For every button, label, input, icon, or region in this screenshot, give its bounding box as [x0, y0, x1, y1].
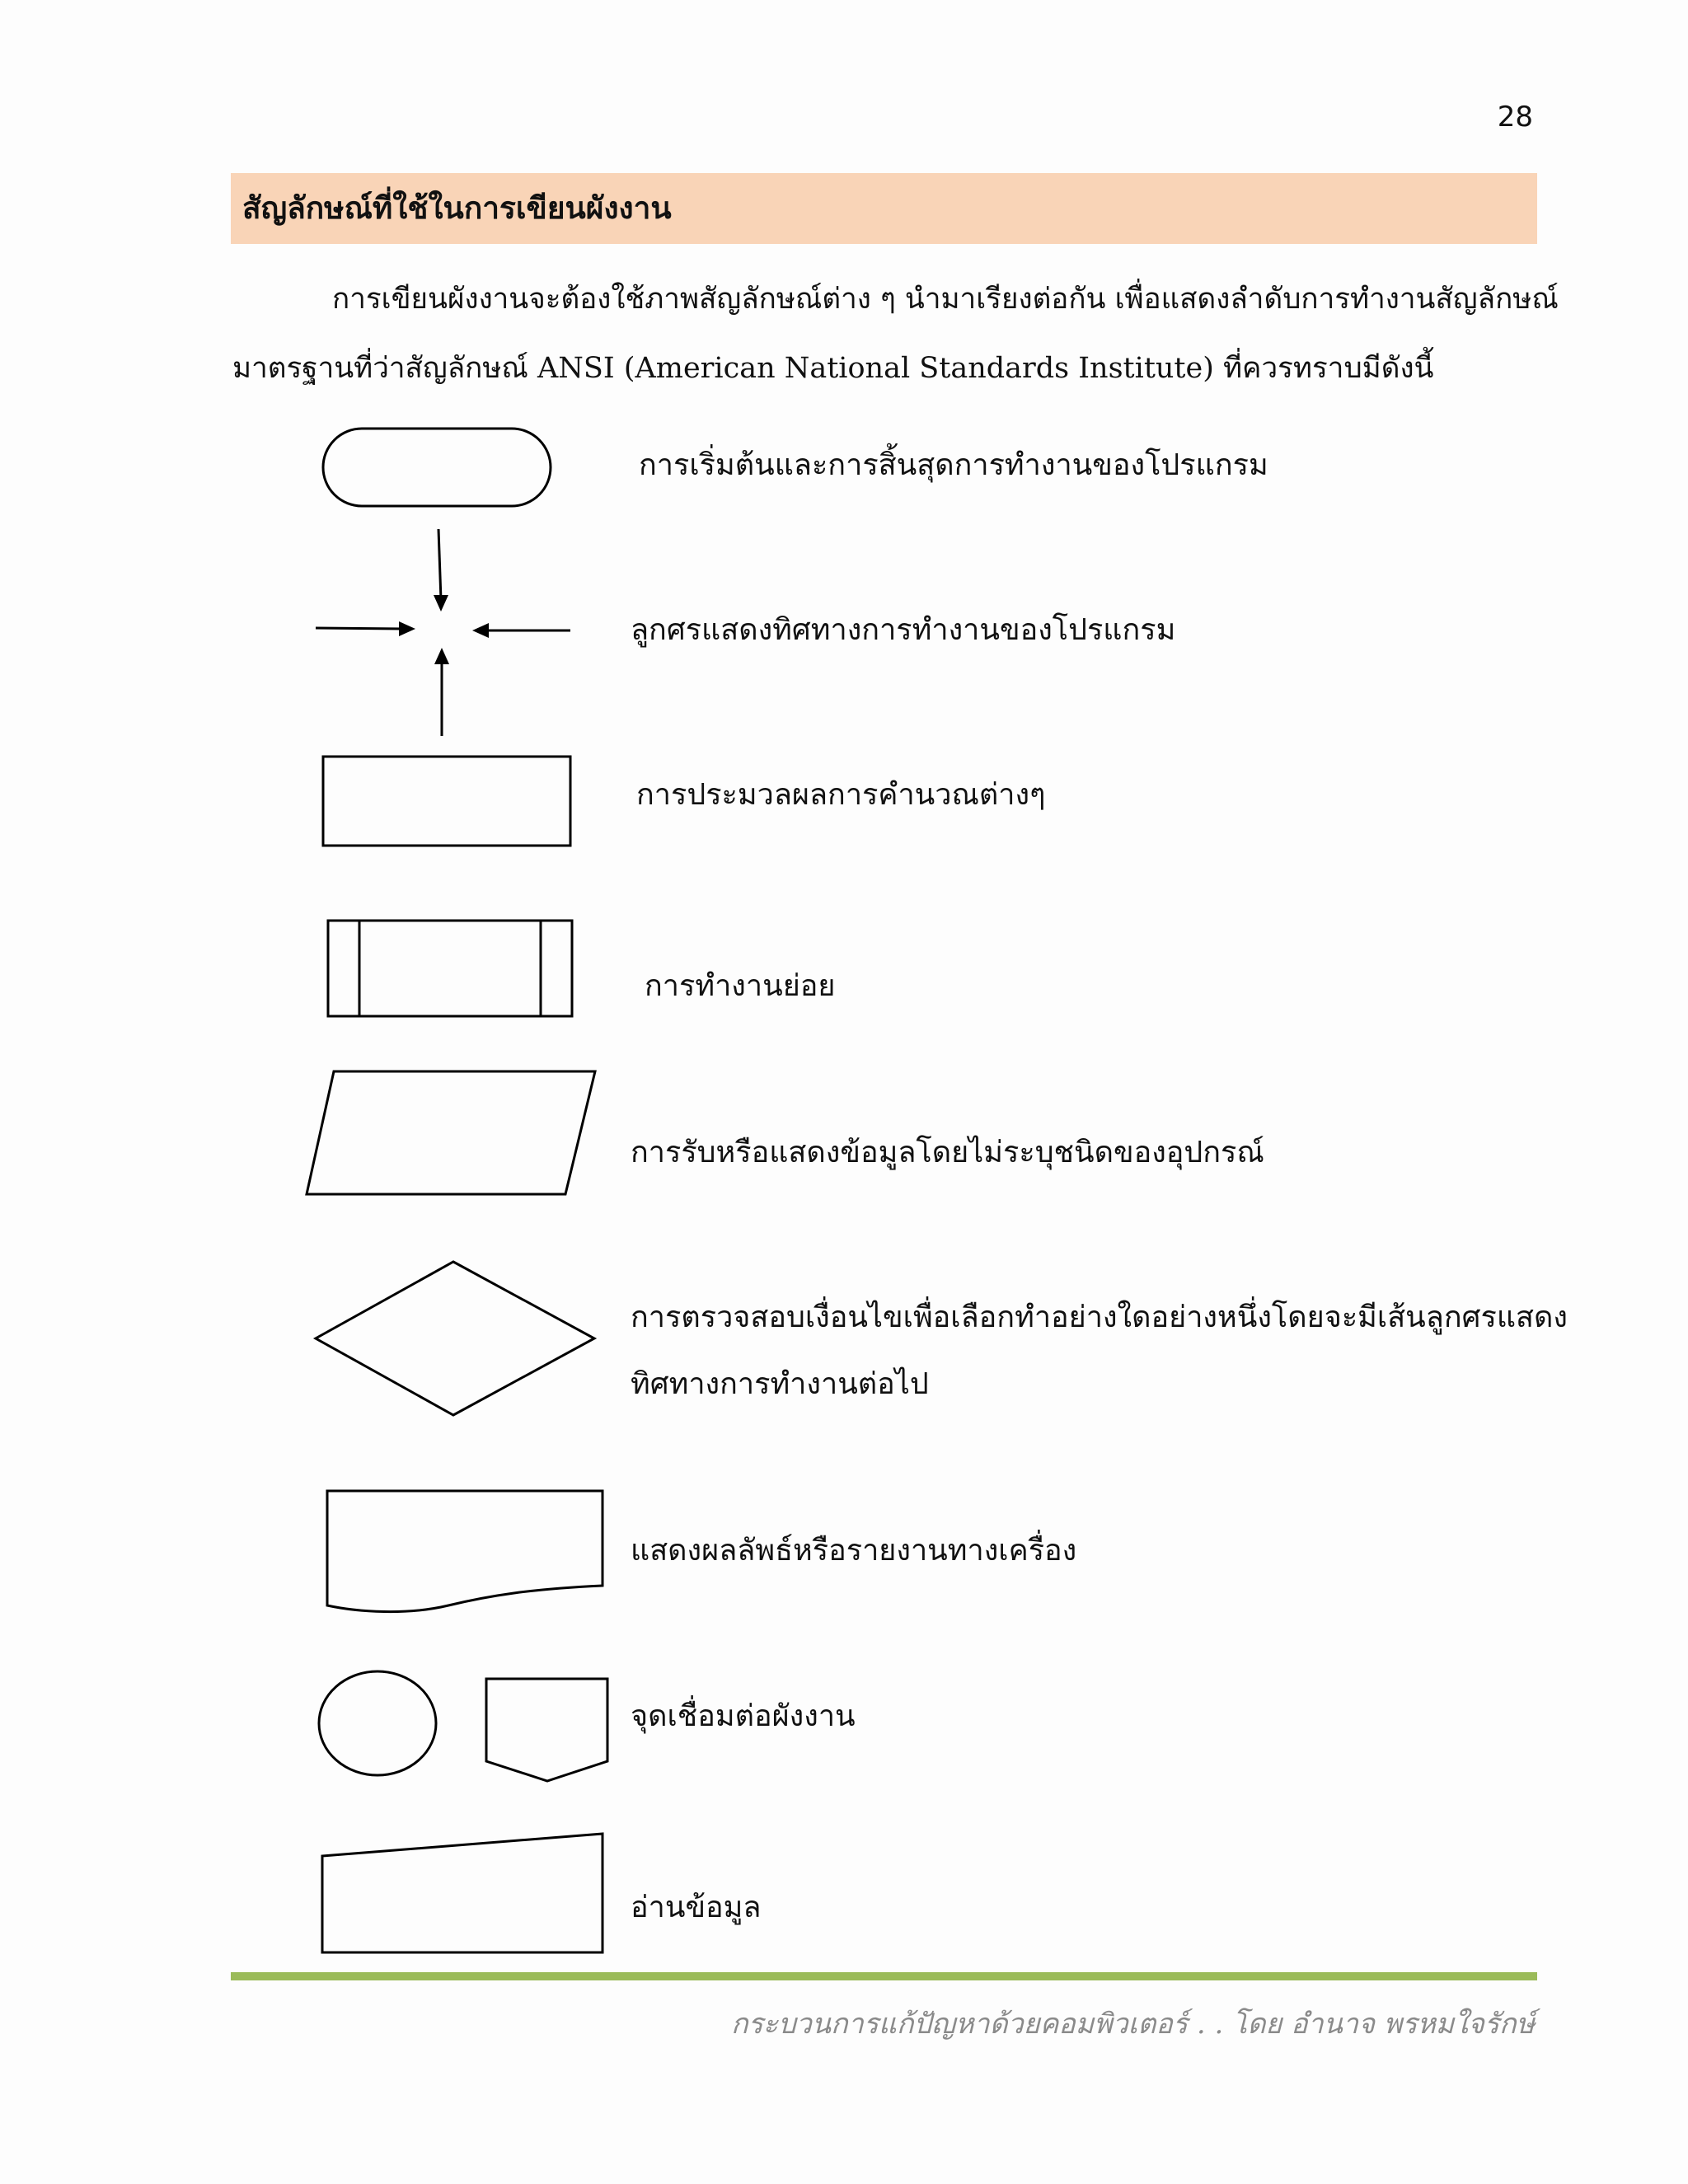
symbol-label-connector: จุดเชื่อมต่อผังงาน [631, 1699, 856, 1733]
connector-symbols-icon [316, 1669, 610, 1783]
process-symbol-icon [321, 755, 572, 847]
intro-line-1: การเขียนผังงานจะต้องใช้ภาพสัญลักษณ์ต่าง ๆ นำมาเรียงต่อกัน เพื่อแสดงลำดับการทำงานสัญลักษณ์ [332, 283, 1559, 316]
symbol-label-decision: การตรวจสอบเงื่อนไขเพื่อเลือกทำอย่างใดอย่างหนึ่งโดยจะมีเส้นลูกศรแสดง [631, 1301, 1568, 1334]
section-heading: สัญลักษณ์ที่ใช้ในการเขียนผังงาน [242, 190, 672, 226]
page-number: 28 [1497, 101, 1533, 134]
predefined-process-symbol-icon [326, 919, 574, 1018]
terminator-symbol-icon [321, 427, 552, 508]
symbol-label-decision-line-2: ทิศทางการทำงานต่อไป [631, 1367, 929, 1401]
decision-symbol-icon [313, 1259, 597, 1418]
symbol-label-input-output: การรับหรือแสดงข้อมูลโดยไม่ระบุชนิดของอุปกรณ์ [631, 1136, 1264, 1169]
footer-text: กระบวนการแก้ปัญหาด้วยคอมพิวเตอร์ . . โดย อำนาจ พรหมใจรักษ์ [730, 2008, 1535, 2041]
intro-line-2: มาตรฐานที่ว่าสัญลักษณ์ ANSI (American National Standards Institute) ที่ควรทราบมีดังนี้ [232, 352, 1434, 385]
input-output-symbol-icon [304, 1069, 598, 1197]
document-symbol-icon [325, 1488, 605, 1615]
manual-input-symbol-icon [320, 1831, 605, 1955]
symbol-label-predefined-process: การทำงานย่อย [645, 969, 836, 1003]
symbol-label-terminator: การเริ่มต้นและการสิ้นสุดการทำงานของโปรแกรม [639, 448, 1268, 482]
symbol-label-arrows: ลูกศรแสดงทิศทางการทำงานของโปรแกรม [631, 613, 1176, 647]
symbol-label-manual-input: อ่านข้อมูล [631, 1891, 762, 1924]
flow-arrows-symbol-icon [313, 527, 573, 738]
footer-divider [231, 1972, 1537, 1980]
symbol-label-document: แสดงผลลัพธ์หรือรายงานทางเครื่อง [631, 1534, 1077, 1568]
symbol-label-process: การประมวลผลการคำนวณต่างๆ [636, 778, 1046, 812]
